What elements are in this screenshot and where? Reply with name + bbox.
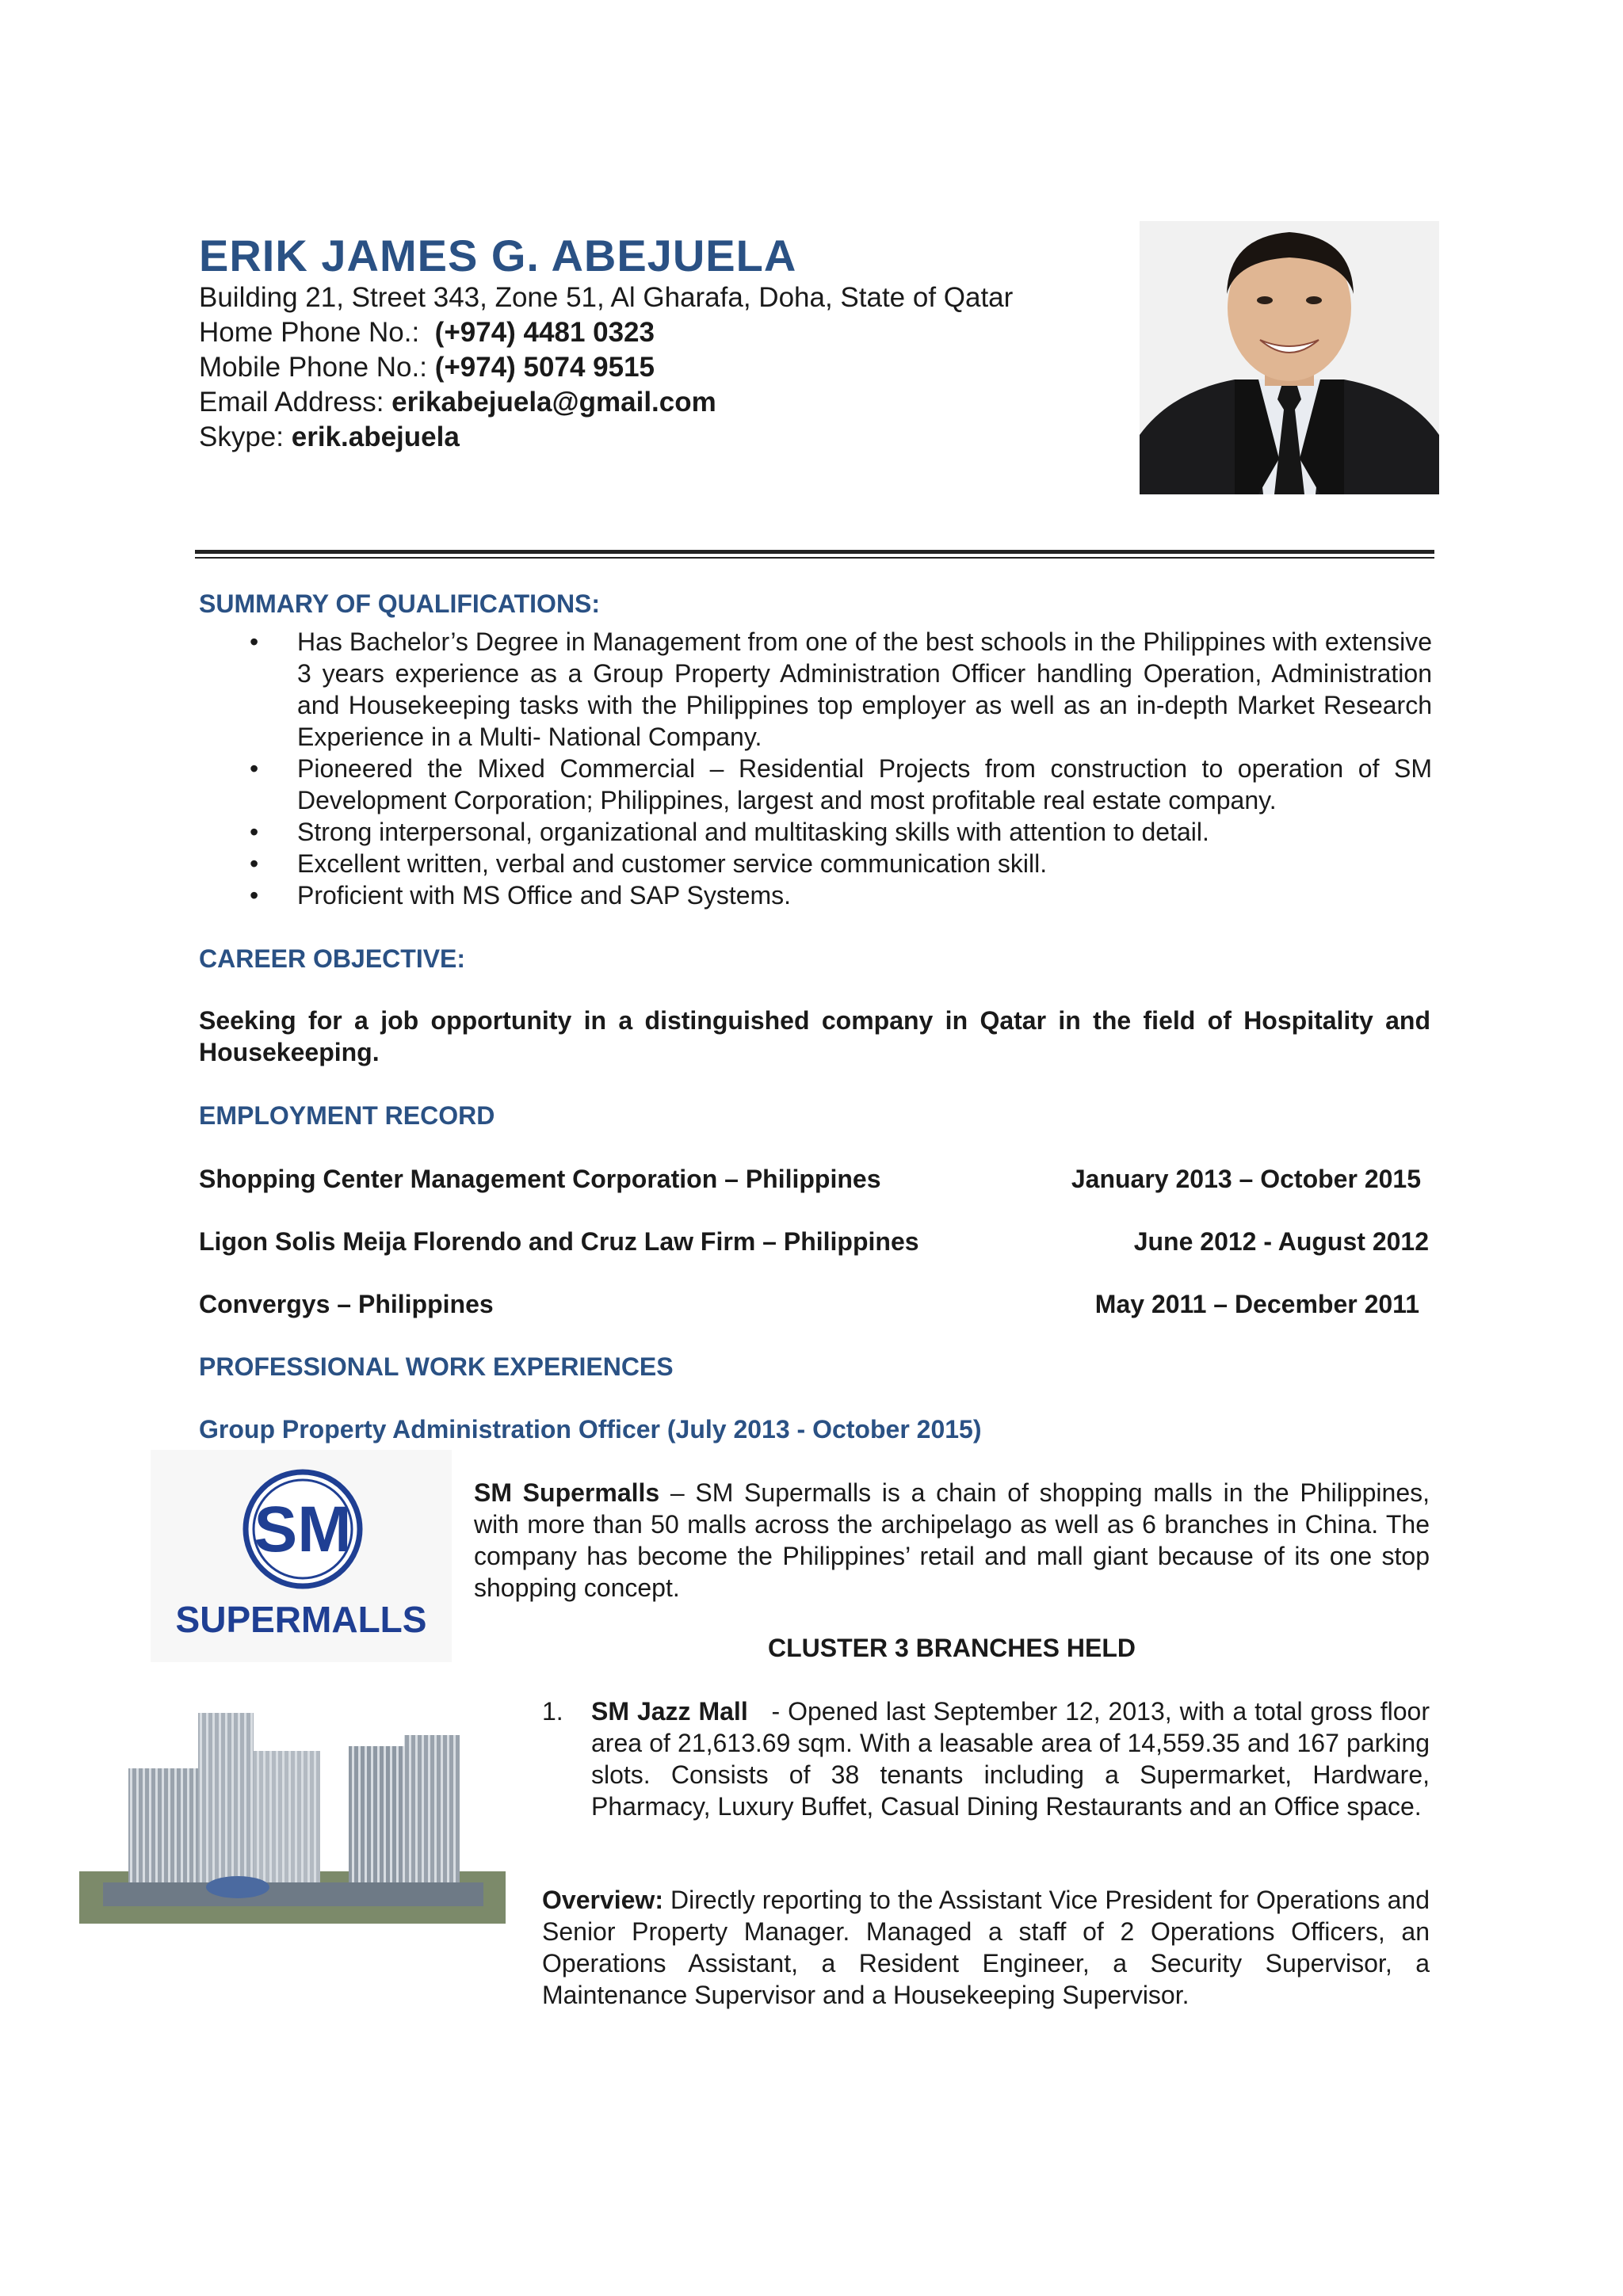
sm-monogram: SM xyxy=(254,1493,352,1566)
employment-dates: January 2013 – October 2015 xyxy=(1071,1165,1421,1193)
sm-supermalls-logo xyxy=(151,1450,452,1662)
list-item xyxy=(199,816,1432,848)
list-item xyxy=(199,626,1432,753)
summary-list xyxy=(199,626,1432,911)
overview-paragraph xyxy=(542,1884,1430,2011)
overview-label: Overview: xyxy=(542,1886,663,1914)
email: erikabejuela@gmail.com xyxy=(391,387,716,418)
employment-company: Shopping Center Management Corporation – Philippines xyxy=(199,1165,881,1193)
list-item-text: Proficient with MS Office and SAP Systems. xyxy=(297,881,792,910)
branch-name: SM Jazz Mall xyxy=(591,1697,748,1726)
header-divider xyxy=(195,550,1434,554)
bullet-glyph: • xyxy=(250,818,259,846)
employment-heading: EMPLOYMENT RECORD xyxy=(199,1101,495,1130)
list-item xyxy=(199,879,1432,911)
skype: erik.abejuela xyxy=(291,421,460,452)
branch-item xyxy=(542,1695,1437,1822)
employment-dates: June 2012 - August 2012 xyxy=(1133,1227,1429,1256)
overview-text: Directly reporting to the Assistant Vice President for Operations and Senior Property Manager. Managed a staff of 2 Operations Officers, an Operations Assistant, a Resident Engineer, a Security Supervisor, a Maintenance Supervisor and a Housekeeping Supervisor. xyxy=(542,1886,1430,2009)
bullet-glyph: • xyxy=(250,881,259,910)
employment-dates: May 2011 – December 2011 xyxy=(1094,1290,1419,1318)
bullet-glyph: • xyxy=(250,627,259,656)
skype-label: Skype: xyxy=(199,421,284,452)
employment-company: Ligon Solis Meija Florendo and Cruz Law Firm – Philippines xyxy=(199,1227,919,1256)
list-item-text: Excellent written, verbal and customer service communication skill. xyxy=(297,849,1048,878)
company-desc-text: – SM Supermalls is a chain of shopping malls in the Philippines, with more than 50 malls across the archipelago as well as 6 branches in China. The company has become the Philippines’ retail and mall giant because of its one stop shopping concept. xyxy=(474,1478,1430,1602)
company-description xyxy=(474,1477,1430,1604)
employment-row xyxy=(199,1290,1429,1322)
profile-photo xyxy=(1140,221,1439,494)
list-item-text: Pioneered the Mixed Commercial – Residential Projects from construction to operation of SM Development Corporation; Philippines, largest and most profitable real estate company. xyxy=(297,754,1432,814)
address: Building 21, Street 343, Zone 51, Al Gharafa, Doha, State of Qatar xyxy=(199,282,1014,313)
skype-line xyxy=(199,420,460,455)
experience-heading: PROFESSIONAL WORK EXPERIENCES xyxy=(199,1352,674,1381)
summary-heading: SUMMARY OF QUALIFICATIONS: xyxy=(199,589,601,618)
company-name: SM Supermalls xyxy=(474,1478,660,1507)
branch-body xyxy=(542,1695,1437,1822)
objective-text: Seeking for a job opportunity in a distinguished company in Qatar in the field of Hospitality and Housekeeping. xyxy=(199,1006,1430,1066)
position-title: Group Property Administration Officer (July 2013 - October 2015) xyxy=(199,1415,982,1444)
list-item-text: Strong interpersonal, organizational and multitasking skills with attention to detail. xyxy=(297,818,1209,846)
home-phone: (+974) 4481 0323 xyxy=(434,317,655,348)
home-phone-line xyxy=(199,315,655,350)
employment-row xyxy=(199,1227,1429,1259)
employment-row xyxy=(199,1165,1429,1196)
bullet-glyph: • xyxy=(250,849,259,878)
applicant-name: ERIK JAMES G. ABEJUELA xyxy=(199,231,797,280)
cluster-heading: CLUSTER 3 BRANCHES HELD xyxy=(767,1634,1136,1662)
sm-jazz-mall-image xyxy=(79,1702,506,1924)
home-phone-label: Home Phone No.: xyxy=(199,317,420,348)
sm-logo-wordmark: SUPERMALLS xyxy=(175,1599,427,1640)
list-item xyxy=(199,848,1432,879)
objective-heading: CAREER OBJECTIVE: xyxy=(199,944,466,973)
mobile-phone: (+974) 5074 9515 xyxy=(434,352,655,383)
header-divider-thin xyxy=(195,557,1434,559)
employment-company: Convergys – Philippines xyxy=(199,1290,494,1318)
email-line xyxy=(199,385,716,420)
bullet-glyph: • xyxy=(250,754,259,783)
branch-number: 1. xyxy=(542,1697,563,1726)
email-label: Email Address: xyxy=(199,387,384,418)
mobile-phone-line xyxy=(199,350,655,385)
branch-description: - Opened last September 12, 2013, with a total gross floor area of 21,613.69 sqm. With a leasable area of 14,559.35 and 167 parking slots. Consists of 38 tenants including a Supermarket, Hardware, Pharmacy, Luxury Buffet, Casual Dining Restaurants and an Office space. xyxy=(591,1697,1437,1821)
mobile-phone-label: Mobile Phone No.: xyxy=(199,352,427,383)
list-item-text: Has Bachelor’s Degree in Management from one of the best schools in the Philippines with extensive 3 years experience as a Group Property Administration Officer handling Operation, Administration and Housekeeping tasks with the Philippines top employer as well as an in-depth Market Research Experience in a Multi- National Company. xyxy=(297,627,1432,751)
list-item xyxy=(199,753,1432,816)
